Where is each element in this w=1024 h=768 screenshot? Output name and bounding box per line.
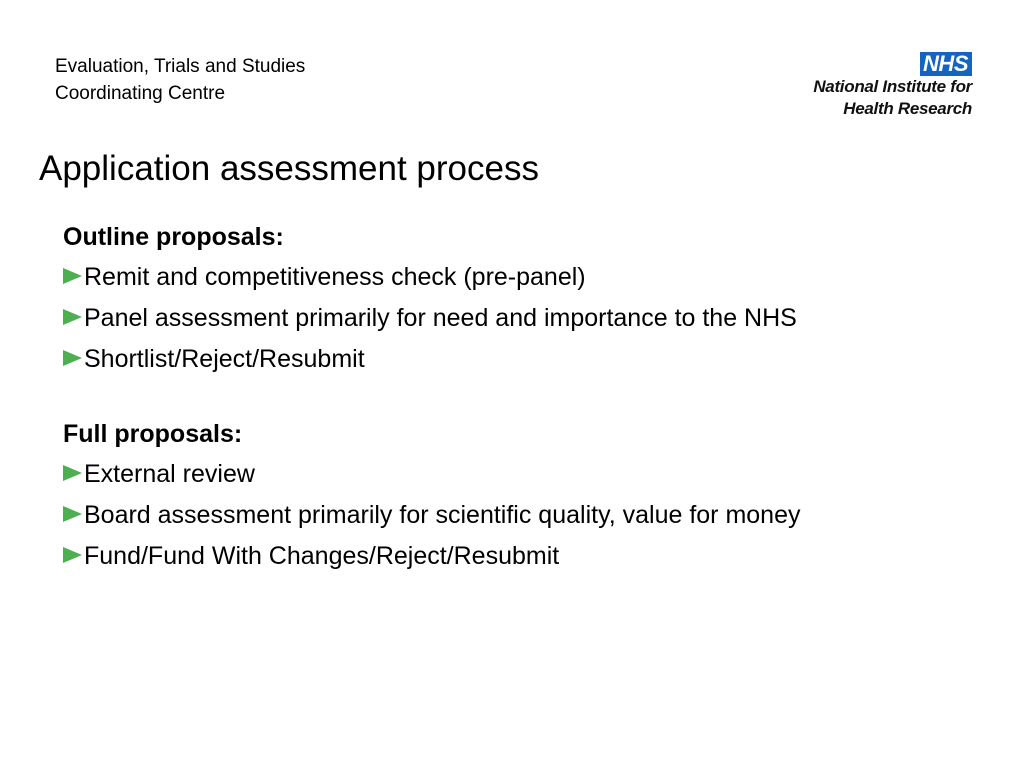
section-full-proposals bbox=[63, 417, 863, 573]
nhs-logo-badge: NHS bbox=[920, 52, 972, 76]
list-item: Panel assessment primarily for need and importance to the NHS bbox=[63, 301, 833, 335]
list-item: Remit and competitiveness check (pre-panel) bbox=[63, 260, 863, 294]
section-spacer bbox=[63, 383, 863, 417]
slide-content bbox=[63, 220, 863, 580]
list-item: External review bbox=[63, 457, 863, 491]
list-item: Fund/Fund With Changes/Reject/Resubmit bbox=[63, 539, 863, 573]
triangle-bullet-icon bbox=[63, 465, 82, 481]
organisation-name bbox=[55, 53, 305, 107]
section-heading: Full proposals: bbox=[63, 420, 243, 448]
section-outline-proposals bbox=[63, 220, 863, 376]
list-item: Shortlist/Reject/Resubmit bbox=[63, 342, 863, 376]
triangle-bullet-icon bbox=[63, 506, 82, 522]
triangle-bullet-icon bbox=[63, 309, 82, 325]
slide-title: Application assessment process bbox=[39, 149, 539, 188]
triangle-bullet-icon bbox=[63, 547, 82, 563]
list-item: Board assessment primarily for scientific quality, value for money bbox=[63, 498, 853, 532]
nihr-logo-line-2: Health Research bbox=[843, 99, 972, 118]
org-name-line-1: Evaluation, Trials and Studies bbox=[55, 56, 306, 77]
nihr-logo-line-1: National Institute for bbox=[813, 77, 972, 96]
org-name-line-2: Coordinating Centre bbox=[55, 83, 226, 104]
triangle-bullet-icon bbox=[63, 350, 82, 366]
triangle-bullet-icon bbox=[63, 268, 82, 284]
nihr-logo bbox=[813, 52, 972, 120]
section-heading: Outline proposals: bbox=[63, 223, 284, 251]
